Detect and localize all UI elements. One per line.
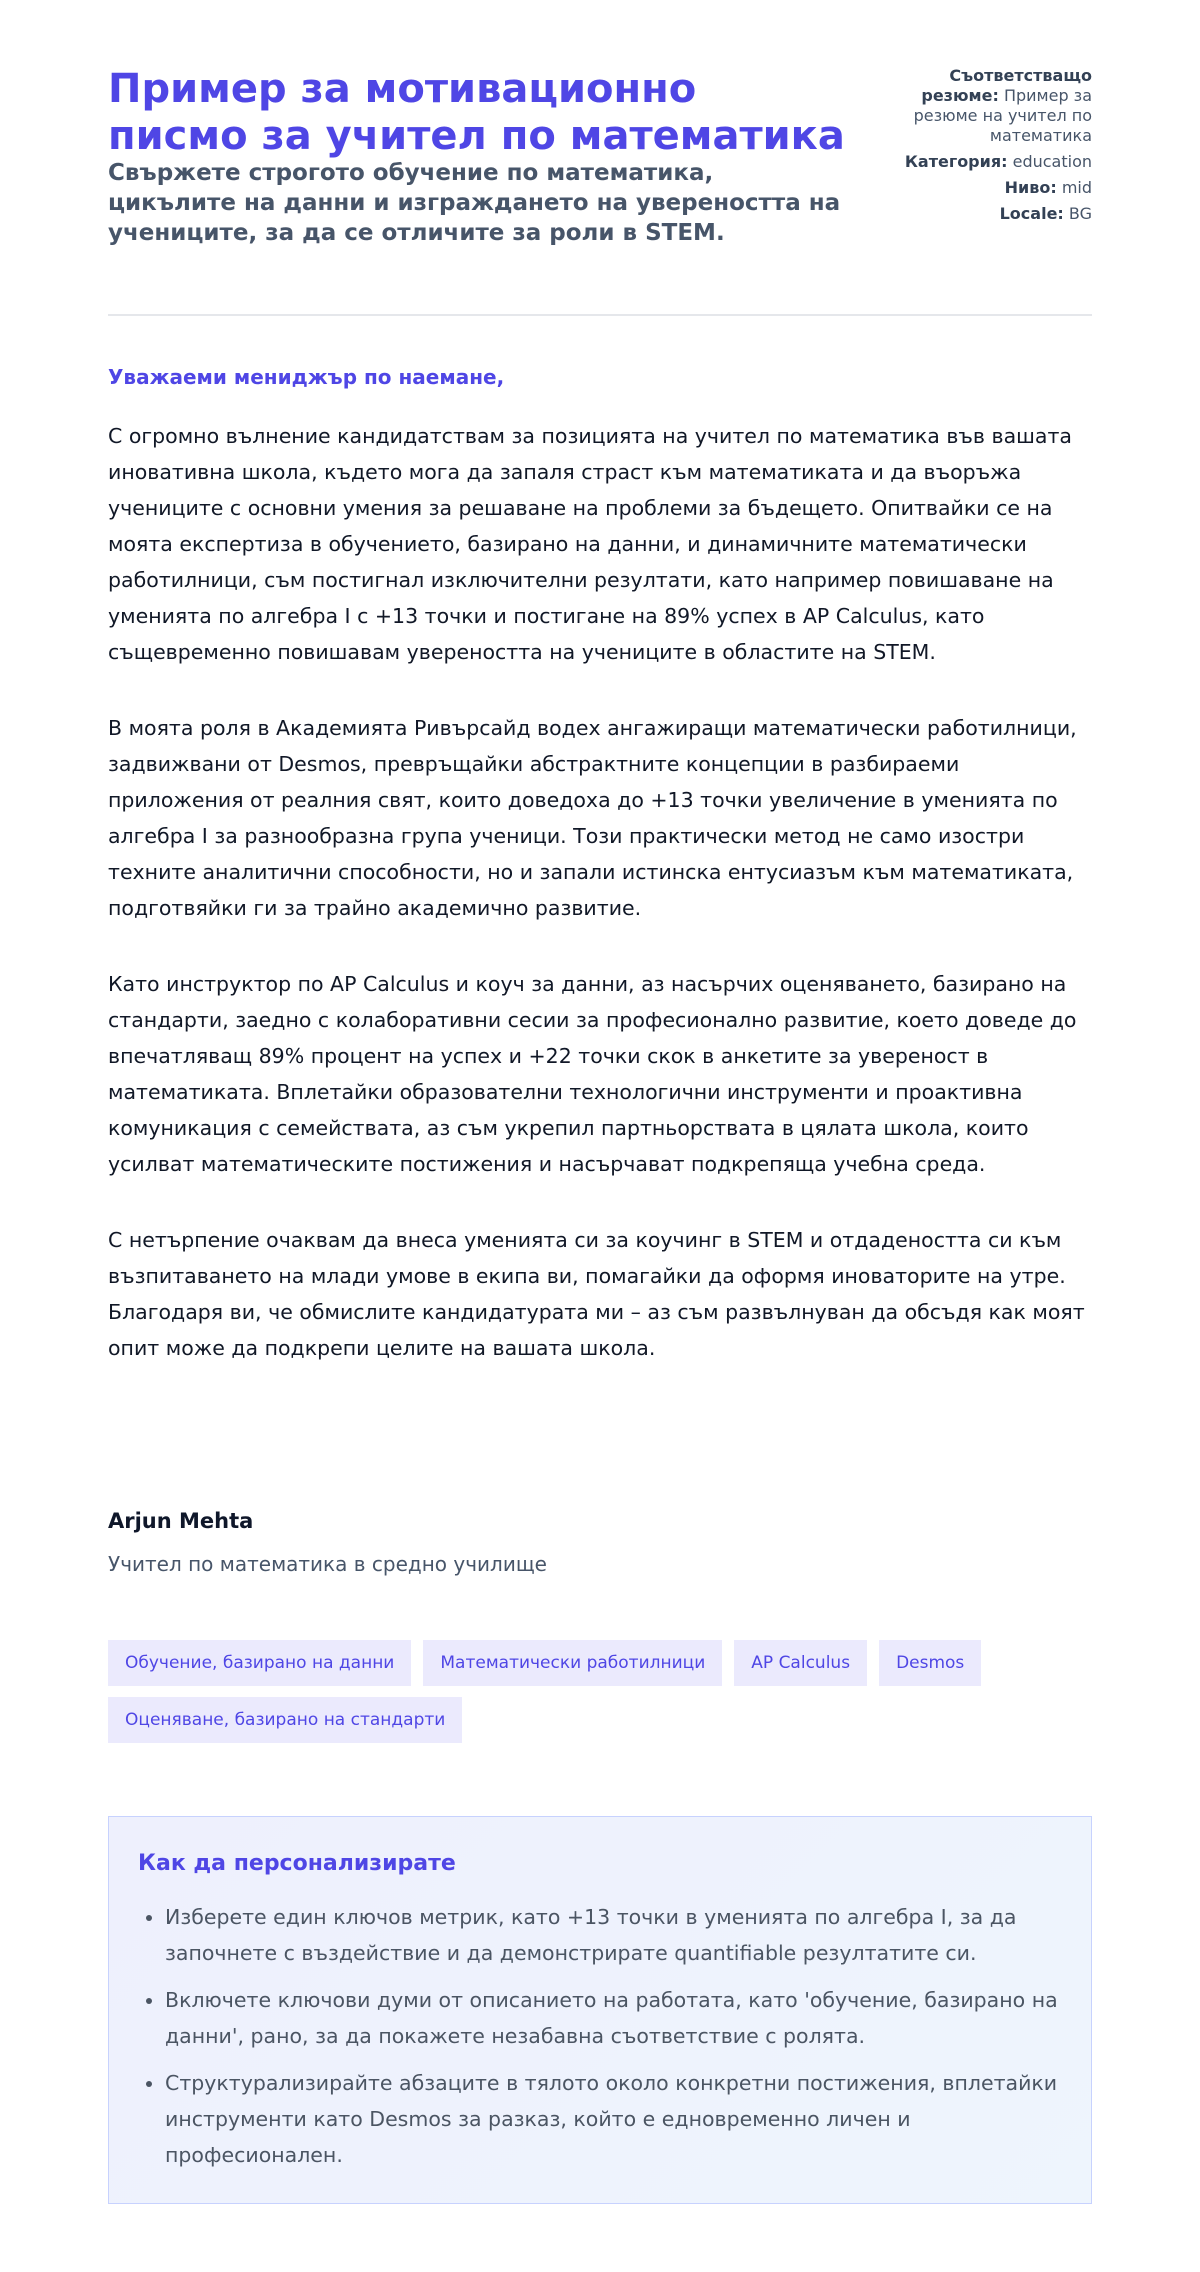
meta-panel (872, 66, 1092, 224)
letter-salutation: Уважаеми мениджър по наемане, (108, 365, 505, 389)
skill-tag: Обучение, базирано на данни (108, 1640, 411, 1686)
meta-level-label: Ниво: (1004, 178, 1057, 197)
page-subtitle: Свържете строгото обучение по математика, цикълите на данни и изграждането на увереността на учениците, за да се отличите за роли в STEM. (108, 160, 841, 246)
skill-tag: AP Calculus (734, 1640, 867, 1686)
letter-body (108, 418, 1096, 1406)
meta-resume-value[interactable]: Пример за резюме на учител по математика (913, 86, 1092, 145)
letter-paragraph: С огромно вълнение кандидатствам за позицията на учител по математика във вашата иновативна школа, където мога да запаля страст към математиката и да въоръжа учениците с основни умения за решаване на проблеми за бъдещето. Опитвайки се на моята експертиза в обучението, базирано на данни, и динамичните математически работилници, съм постигнал изключителни резултати, като например повишаване на уменията по алгебра I с +13 точки и постигане на 89% успех в AP Calculus, като същевременно повишавам увереността на учениците в областите на STEM. (108, 424, 1072, 664)
skill-tag: Математически работилници (423, 1640, 722, 1686)
letter-paragraph: В моята роля в Академията Ривърсайд водех ангажиращи математически работилници, задвижвани от Desmos, превръщайки абстрактните концепции в разбираеми приложения от реалния свят, които доведоха до +13 точки увеличение в уменията по алгебра I за разнообразна група ученици. Този практически метод не само изостри техните аналитични способности, но и запали истинска ентусиазъм към математиката, подготвяйки ги за трайно академично развитие. (108, 716, 1077, 920)
meta-resume (872, 66, 1092, 146)
meta-category-label: Категория: (904, 152, 1008, 171)
meta-locale (872, 204, 1092, 224)
signature-title: Учител по математика в средно училище (108, 1552, 547, 1576)
signature-name: Arjun Mehta (108, 1509, 254, 1533)
tips-heading: Как да персонализирате (138, 1851, 456, 1876)
personalization-tips (108, 1816, 1092, 2204)
page-title: Пример за мотивационно писмо за учител по математика (108, 66, 845, 159)
tip-item: • Изберете един ключов метрик, като +13 точки в уменията по алгебра I, за да започнете с въздействие и да демонстрирате quantifiable резултатите си. (165, 1899, 1085, 1971)
tips-list (138, 1899, 1085, 2184)
tip-item: • Включете ключови думи от описанието на работата, като 'обучение, базирано на данни', рано, за да покажете незабавна съответствие с ролята. (165, 1982, 1085, 2054)
meta-level (872, 178, 1092, 198)
skill-tag: Desmos (879, 1640, 981, 1686)
meta-category (872, 152, 1092, 172)
meta-locale-value: BG (1068, 204, 1092, 223)
skill-tags (108, 1640, 1098, 1743)
letter-paragraph: Като инструктор по AP Calculus и коуч за данни, аз насърчих оценяването, базирано на стандарти, заедно с колаборативни сесии за професионално развитие, което доведе до впечатляващ 89% процент на успех и +22 точки скок в анкетите за увереност в математиката. Вплетайки образователни технологични инструменти и проактивна комуникация с семействата, аз съм укрепил партньорствата в цялата школа, които усилват математическите постижения и насърчават подкрепяща учебна среда. (108, 972, 1077, 1176)
meta-resume-label: Съответстващо резюме: (921, 66, 1092, 105)
tip-item: • Структурализирайте абзаците в тялото около конкретни постижения, вплетайки инструменти като Desmos за разказ, който е едновременно личен и професионален. (165, 2065, 1085, 2173)
page-header (108, 66, 1092, 316)
letter-paragraph: С нетърпение очаквам да внеса уменията си за коучинг в STEM и отдадеността си към възпитаването на млади умове в екипа ви, помагайки да оформя иноваторите на утре. Благодаря ви, че обмислите кандидатурата ми – аз съм развълнуван да обсъдя как моят опит може да подкрепи целите на вашата школа. (108, 1228, 1085, 1360)
meta-level-value: mid (1061, 178, 1092, 197)
skill-tag: Оценяване, базирано на стандарти (108, 1697, 462, 1743)
meta-locale-label: Locale: (999, 204, 1064, 223)
meta-category-value: education (1012, 152, 1092, 171)
